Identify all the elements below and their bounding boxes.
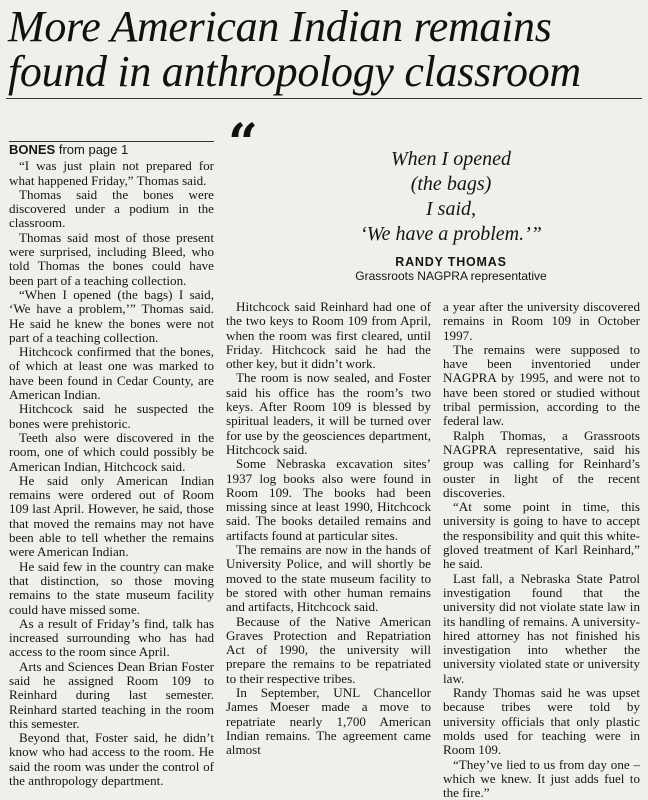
paragraph: Last fall, a Nebraska State Patrol investigation found that the university did not violate state law in its handling of remains. A university-hired attorney has not finished his investigation into whether the university violated state or university law.: [443, 570, 640, 686]
paragraph: Hitchcock said Reinhard had one of the two keys to Room 109 from April, when the room was first cleared, until Friday. Hitchcock said he had the other key, but it didn’t work.: [226, 299, 431, 372]
paragraph: Some Nebraska excavation sites’ 1937 log books also were found in Room 109. The books had been missing since at least 1990, Hitchcock said. The books detailed remains and artifacts found at particular sites.: [226, 456, 431, 543]
paragraph: He said only American Indian remains were ordered out of Room 109 last April. However, he said, those that moved the remains may not have been able to tell whether the remains were American Indian.: [9, 472, 214, 560]
pull-quote-line: (the bags): [410, 173, 492, 195]
paragraph: The remains are now in the hands of University Police, and will shortly be moved to the state museum facility to be stored with other human remains and artifacts, Hitchcock said.: [226, 542, 431, 615]
paragraph: Beyond that, Foster said, he didn’t know who had access to the room. He said the room was under the control of the anthropology department.: [9, 730, 214, 789]
pull-quote-line: I said,: [426, 198, 476, 220]
byline-name: RANDY THOMAS: [395, 255, 507, 269]
pull-quote-line: When I opened: [391, 148, 511, 170]
paragraph: Ralph Thomas, a Grassroots NAGPRA representative, said his group was calling for Reinhard’s ouster in light of the recent discoveries.: [443, 427, 640, 500]
paragraph: The room is now sealed, and Foster said his office has the room’s two keys. After Room 109 is blessed by spiritual leaders, it will be turned over for use by the geosciences department, Hitchcock said.: [226, 370, 431, 457]
jump-rest: from page 1: [55, 142, 129, 157]
paragraph: Arts and Sciences Dean Brian Foster said he assigned Room 109 to Reinhard during last semester. Reinhard started teaching in the room this semester.: [9, 658, 214, 731]
paragraph: Thomas said most of those present were surprised, including Bleed, who told Thomas the bones could have been part of a teaching collection.: [9, 229, 214, 288]
quote-mark-icon: “: [228, 113, 258, 174]
paragraph: Randy Thomas said he was upset because tribes were told by university officials that only plastic molds used for teaching were in Room 109.: [443, 685, 640, 758]
article-column-3: [443, 300, 640, 800]
byline-title: Grassroots NAGPRA representative: [355, 269, 547, 283]
article-column-1: [9, 143, 214, 788]
paragraph: The remains were supposed to have been inventoried under NAGPRA by 1995, and were not to have been stored or studied without tribal permission, according to the federal law.: [443, 341, 640, 429]
article-column-2: [226, 300, 431, 758]
paragraph: a year after the university discovered remains in Room 109 in October 1997.: [443, 299, 640, 343]
paragraph: Thomas said the bones were discovered under a podium in the classroom.: [9, 186, 214, 231]
headline-line-2: found in anthropology classroom: [8, 47, 581, 96]
paragraph: “They’ve lied to us from day one – which we knew. It just adds fuel to the fire.”: [443, 756, 640, 800]
column-rule: [9, 141, 214, 142]
paragraph: “When I opened (the bags) I said, ‘We have a problem,’” Thomas said. He said he knew the bones were not part of a teaching collection.: [9, 286, 214, 345]
pull-quote-text: [266, 147, 636, 247]
jump-line: [9, 143, 214, 157]
paragraph: “At some point in time, this university is going to have to accept the responsibility and quit this white-gloved treatment of Karl Reinhard,” he said.: [443, 499, 640, 572]
paragraph: Hitchcock said he suspected the bones were prehistoric.: [9, 401, 214, 431]
headline: [8, 4, 640, 94]
paragraph: He said few in the country can make that distinction, so those moving remains to the state museum facility could have missed some.: [9, 558, 214, 617]
pull-quote-line: ‘We have a problem.’”: [360, 223, 542, 245]
paragraph: In September, UNL Chancellor James Moeser made a move to repatriate nearly 1,700 American Indian remains. The agreement came almost: [226, 685, 431, 758]
headline-line-1: More American Indian remains: [8, 2, 552, 51]
pull-quote-byline: [266, 255, 636, 283]
pull-quote: [226, 113, 640, 295]
paragraph: Hitchcock confirmed that the bones, of which at least one was marked to have been found in Cedar County, are American Indian.: [9, 344, 214, 403]
paragraph: Teeth also were discovered in the room, one of which could possibly be American Indian, Hitchcock said.: [9, 429, 214, 474]
paragraph: As a result of Friday’s find, talk has increased surrounding who has had access to the room since April.: [9, 615, 214, 660]
jump-keyword: BONES: [9, 142, 56, 157]
paragraph: Because of the Native American Graves Protection and Repatriation Act of 1990, the university will prepare the remains to be repatriated to their respective tribes.: [226, 613, 431, 686]
headline-rule: [6, 98, 642, 99]
paragraph: “I was just plain not prepared for what happened Friday,” Thomas said.: [9, 158, 214, 188]
